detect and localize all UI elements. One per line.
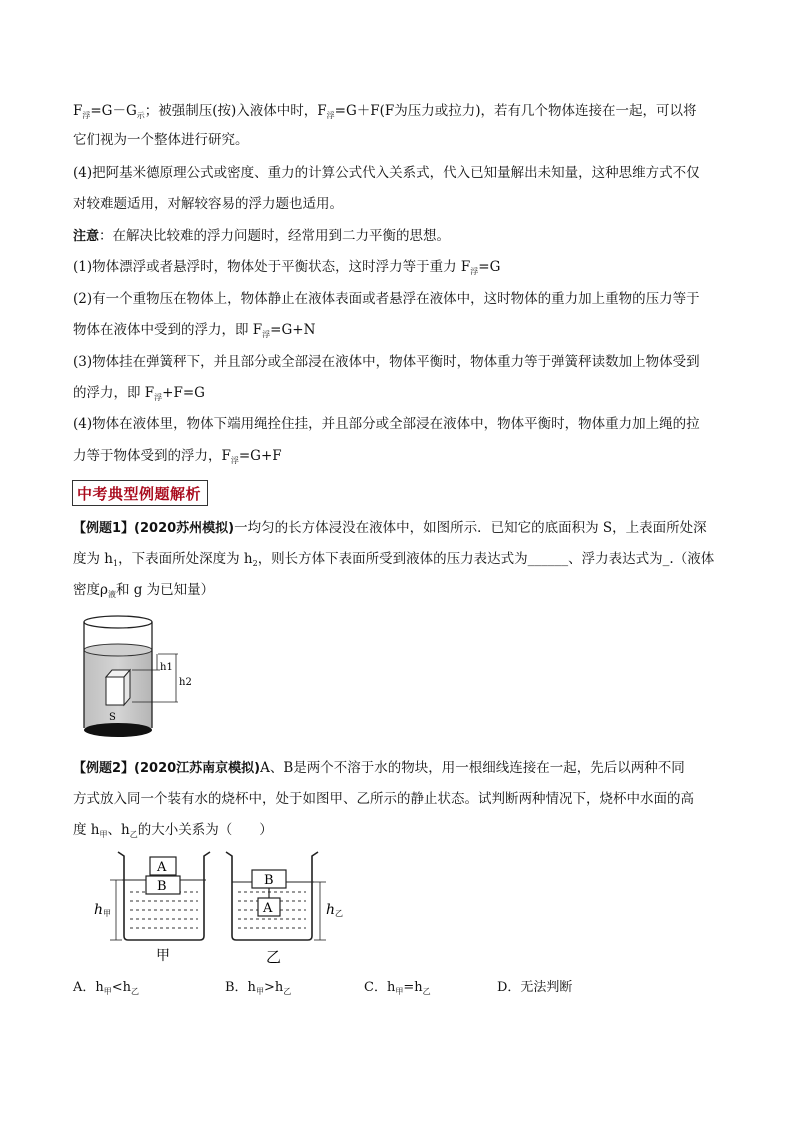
- subscript: 甲: [395, 987, 404, 996]
- label-b-right: B: [264, 873, 274, 888]
- note-item-2b: [73, 320, 315, 345]
- text: A．h: [73, 980, 104, 995]
- text: ，下表面所处深度为 h: [118, 551, 253, 567]
- text: =G+N: [270, 322, 316, 338]
- example2-line-1: [73, 758, 685, 779]
- option-d[interactable]: [497, 976, 572, 995]
- text: 和 g 为已知量）: [115, 582, 215, 598]
- subscript: 甲: [99, 830, 108, 839]
- text: D．无法判断: [497, 980, 573, 995]
- liquid-surface: [84, 644, 152, 656]
- subscript: 浮: [230, 456, 239, 465]
- example1-source: (2020苏州模拟): [134, 521, 235, 536]
- note-item-2a: (2)有一个重物压在物体上，物体静止在液体表面或者悬浮在液体中，这时物体的重力加上重物的压力等于: [73, 291, 700, 307]
- example2-line-2: 方式放入同一个装有水的烧杯中，处于如图甲、乙所示的静止状态。试判断两种情况下，烧杯中水面的高: [73, 791, 694, 807]
- text: =h: [403, 980, 423, 995]
- example2-source: (2020江苏南京模拟): [134, 761, 261, 776]
- example2-line-3: [73, 820, 273, 845]
- text: =G－G: [90, 103, 137, 119]
- subscript: 浮: [470, 267, 479, 276]
- option-c[interactable]: [364, 976, 431, 997]
- subscript: 浮: [154, 393, 163, 402]
- note-line: [73, 226, 450, 247]
- text: =G+F: [238, 448, 282, 464]
- text: C．h: [364, 980, 396, 995]
- subscript: 乙: [283, 987, 292, 996]
- note-item-3a: (3)物体挂在弹簧秤下，并且部分或全部浸在液体中，物体平衡时，物体重力等于弹簧秤读数加上物体受到: [73, 354, 700, 370]
- block: [106, 677, 124, 705]
- beaker-rim: [84, 616, 152, 628]
- subscript: 乙: [422, 987, 431, 996]
- example1-line-3: [73, 580, 214, 605]
- note-text: ：在解决比较难的浮力问题时，经常用到二力平衡的思想。: [99, 228, 451, 244]
- text-line-3: (4)把阿基米德原理公式或密度、重力的计算公式代入关系式，代入已知量解出未知量，这种思维方式不仅: [73, 165, 700, 181]
- beaker-yi: [226, 852, 343, 966]
- subscript: 浮: [262, 330, 271, 339]
- note-label: 注意: [73, 229, 100, 244]
- option-a[interactable]: [73, 976, 139, 997]
- text-line-1: [73, 101, 697, 126]
- text: 、h: [107, 822, 130, 838]
- label-s: S: [109, 712, 116, 723]
- subscript: 液: [107, 590, 116, 599]
- text: 的浮力，即 F: [73, 385, 155, 401]
- label-a-left: A: [157, 860, 167, 875]
- example2-figure: [88, 848, 348, 966]
- text: (1)物体漂浮或者悬浮时，物体处于平衡状态，这时浮力等于重力 F: [73, 259, 471, 275]
- example1-figure: [78, 612, 208, 746]
- text-line-2: 它们视为一个整体进行研究。: [73, 132, 249, 148]
- subscript: 示: [136, 111, 145, 120]
- text: A、B是两个不溶于水的物块，用一根细线连接在一起，先后以两种不同: [260, 760, 685, 776]
- text: 物体在液体中受到的浮力，即 F: [73, 322, 263, 338]
- example1-line-2: [73, 549, 714, 574]
- text: ，则长方体下表面所受到液体的压力表达式为______、浮力表达式为_.（液体: [257, 551, 715, 567]
- caption-jia: 甲: [156, 948, 170, 964]
- subscript: 2: [252, 559, 258, 568]
- subscript: 浮: [82, 111, 91, 120]
- text: 度为 h: [73, 551, 113, 567]
- subscript: 浮: [326, 111, 335, 120]
- label-h-yi: h: [326, 902, 336, 918]
- label-h2: h2: [179, 677, 192, 688]
- text: 的大小关系为（ ）: [137, 822, 273, 838]
- label-h1: h1: [160, 662, 173, 673]
- subscript: 乙: [131, 987, 140, 996]
- label-h-jia: h: [94, 902, 104, 918]
- label-h-yi-sub: 乙: [335, 909, 343, 918]
- section-heading: 中考典型例题解析: [72, 480, 208, 506]
- label-h-jia-sub: 甲: [103, 909, 111, 918]
- text: ；被强制压(按)入液体中时，F: [144, 103, 327, 119]
- example2-label: 【例题2】: [73, 761, 135, 776]
- text: >h: [263, 980, 284, 995]
- subscript: 乙: [129, 830, 138, 839]
- text: =G＋F(F为压力或拉力)，若有几个物体连接在一起，可以将: [334, 103, 697, 119]
- beaker-base: [84, 723, 152, 737]
- text: 力等于物体受到的浮力，F: [73, 448, 231, 464]
- note-item-4a: (4)物体在液体里，物体下端用绳拴住挂，并且部分或全部浸在液体中，物体平衡时，物体重力加上绳的拉: [73, 416, 700, 432]
- text: <h: [111, 980, 132, 995]
- beaker-jia: [94, 852, 210, 964]
- text: +F=G: [162, 385, 205, 401]
- text: =G: [478, 259, 501, 275]
- label-a-right: A: [263, 901, 273, 916]
- example1-line-1: [73, 518, 707, 539]
- example1-label: 【例题1】: [73, 521, 135, 536]
- text: 一均匀的长方体浸没在液体中，如图所示．已知它的底面积为 S，上表面所处深: [234, 520, 707, 536]
- caption-yi: 乙: [266, 948, 282, 966]
- note-item-4b: [73, 446, 282, 471]
- label-b-left: B: [157, 879, 167, 894]
- note-item-1: [73, 257, 500, 282]
- text: 密度ρ: [73, 582, 108, 598]
- note-item-3b: [73, 383, 205, 408]
- text: B．h: [225, 980, 256, 995]
- subscript: 甲: [103, 987, 112, 996]
- text: F: [73, 103, 83, 119]
- text-line-4: 对较难题适用，对解较容易的浮力题也适用。: [73, 196, 343, 212]
- text: 度 h: [73, 822, 100, 838]
- subscript: 1: [113, 559, 119, 568]
- subscript: 甲: [255, 987, 264, 996]
- option-b[interactable]: [225, 976, 291, 997]
